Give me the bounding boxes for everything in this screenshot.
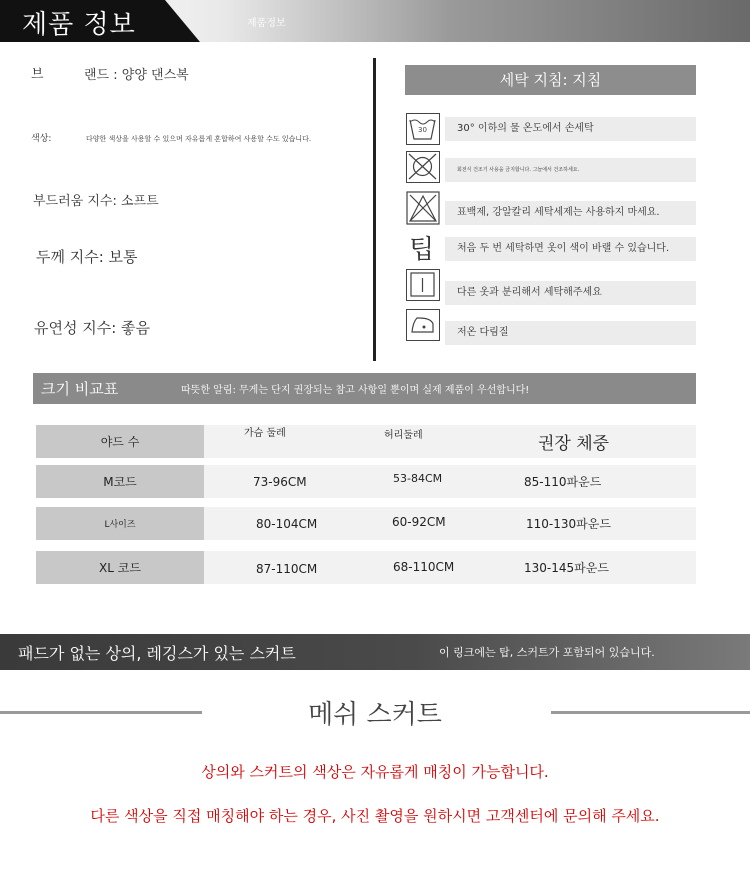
size-cell-chest: 73-96CM [253, 474, 307, 489]
size-cell-name: XL 코드 [36, 551, 204, 584]
banner-left-text: 패드가 없는 상의, 레깅스가 있는 스커트 [18, 644, 296, 663]
size-cell-name: M코드 [36, 465, 204, 498]
size-table-header-row [36, 425, 696, 458]
size-cell-weight: 85-110파운드 [524, 475, 602, 489]
size-chart-note: 따뜻한 알림: 무게는 단지 권장되는 참고 사항일 뿐이며 실제 제품이 우선합니다! [181, 385, 530, 396]
size-cell-chest: 87-110CM [256, 561, 318, 576]
wash-guide-title: 세탁 지침: 지침 [405, 65, 696, 95]
size-cell-chest: 80-104CM [256, 516, 318, 531]
color-label: 색상: [31, 134, 52, 144]
mesh-note-1: 상의와 스커트의 색상은 자유롭게 매칭이 가능합니다. [201, 763, 549, 781]
iron-low-icon [406, 309, 440, 341]
no-bleach-icon [406, 191, 440, 223]
wash-30-icon [406, 113, 440, 145]
size-cell-weight: 110-130파운드 [526, 517, 611, 531]
size-chart-header-bar [33, 373, 696, 404]
wash-instruction-3: 표백제, 강알칼리 세탁세제는 사용하지 마세요. [445, 201, 696, 225]
header-subtitle: 제품정보 [247, 18, 286, 29]
title-right-rule [551, 711, 750, 714]
size-table-row [36, 507, 696, 540]
size-cell-name: L사이즈 [36, 507, 204, 540]
product-banner [0, 634, 750, 670]
section-header [0, 0, 750, 42]
size-cell-waist: 53-84CM [393, 472, 443, 485]
wash-instruction-1: 30° 이하의 물 온도에서 손세탁 [445, 117, 696, 141]
brand-text: 랜드 : 양양 댄스복 [84, 68, 189, 83]
size-header-waist: 허리둘레 [384, 430, 423, 441]
size-table-row [36, 551, 696, 584]
size-cell-waist: 68-110CM [393, 559, 455, 574]
mesh-note-2: 다른 색상을 직접 매칭해야 하는 경우, 사진 촬영을 원하시면 고객센터에 문의해 주세요. [90, 807, 660, 825]
page-title: 제품 정보 [22, 10, 136, 40]
brand-prefix: 브 [31, 67, 44, 82]
size-chart-title: 크기 비교표 [41, 380, 119, 398]
banner-right-text: 이 링크에는 탑, 스커트가 포함되어 있습니다. [439, 646, 655, 659]
thickness-index: 두께 지수: 보통 [36, 248, 138, 266]
wash-instruction-4: 처음 두 번 세탁하면 옷이 색이 바랠 수 있습니다. [445, 237, 696, 261]
size-cell-waist: 60-92CM [392, 514, 446, 529]
wash-instruction-6: 저온 다림질 [445, 321, 696, 345]
size-header-chest: 가슴 둘레 [244, 428, 286, 439]
line-dry-icon [406, 269, 440, 301]
no-tumble-dry-icon [406, 151, 440, 183]
wash-instruction-5: 다른 옷과 분리해서 세탁해주세요 [445, 281, 696, 305]
size-cell-weight: 130-145파운드 [524, 561, 609, 575]
tip-icon: 팁 [409, 235, 435, 265]
softness-index: 부드러움 지수: 소프트 [33, 194, 159, 209]
elasticity-index: 유연성 지수: 좋음 [34, 319, 151, 337]
wash-30-icon-label: 30 [418, 126, 427, 134]
size-header-size: 야드 수 [36, 425, 204, 458]
wash-instruction-2: 회전식 건조기 사용을 금지합니다. 그늘에서 건조하세요. [445, 158, 696, 182]
size-table-row [36, 465, 696, 498]
size-header-weight: 권장 체중 [538, 434, 610, 454]
vertical-divider [373, 58, 376, 361]
color-text: 다양한 색상을 사용할 수 있으며 자유롭게 혼합하여 사용할 수도 있습니다. [86, 135, 312, 143]
mesh-skirt-title: 메쉬 스커트 [308, 700, 442, 730]
